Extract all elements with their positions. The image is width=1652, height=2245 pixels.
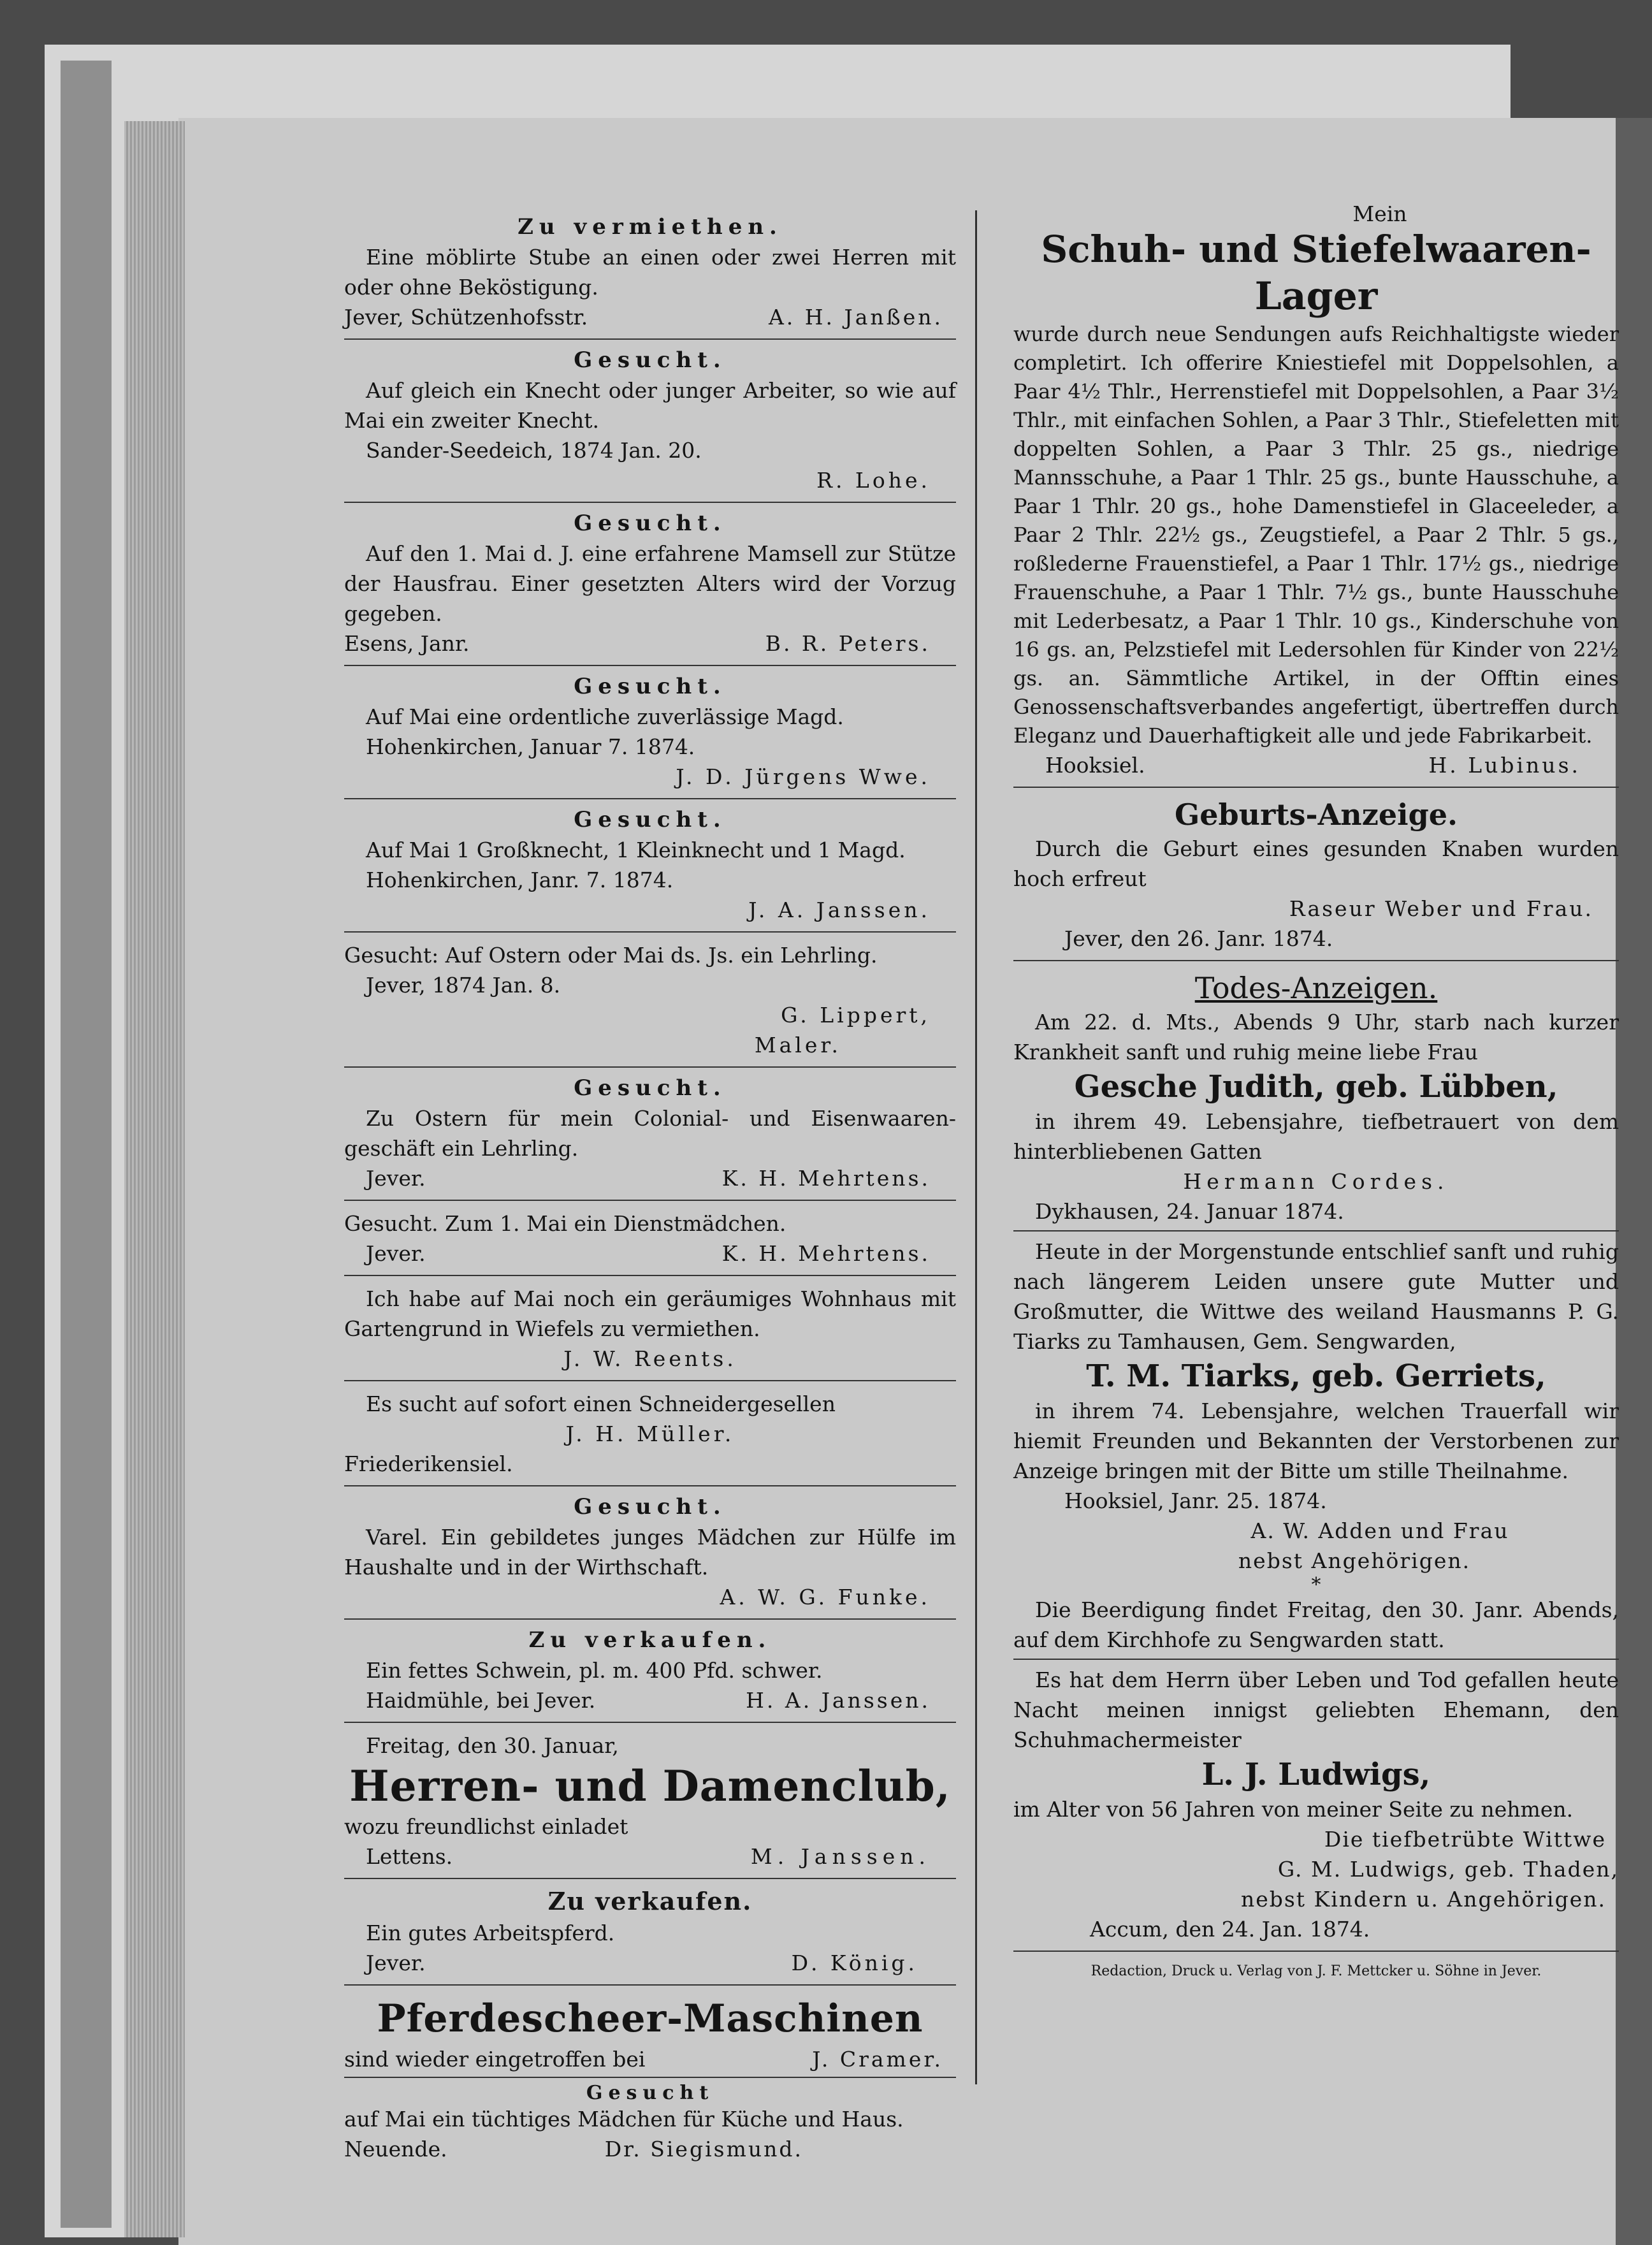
ad-heading: Gesucht: [586, 2082, 714, 2104]
ad-pferdescheer: [344, 1993, 956, 2074]
ad-place: Haidmühle, bei Jever.: [366, 1688, 596, 1713]
ad-text: sind wieder eingetroffen bei: [344, 2047, 646, 2072]
ad-heading: Zu verkaufen.: [528, 1627, 772, 1653]
ad-text: Heute in der Morgenstunde entschlief sanft und ruhig nach längerem Leiden unsere gute Mutter und Großmutter, die Wittwe des weiland Hausmanns P. G. Tiarks zu Tamhausen, Gem. Sengwarden,: [1013, 1239, 1619, 1354]
ad-text: auf Mai ein tüchtiges Mädchen für Küche und Haus.: [344, 2107, 904, 2132]
ad-footer: [344, 302, 956, 332]
binding-strip: [61, 61, 112, 2228]
ad-schuhwaaren: [1013, 203, 1619, 780]
ad-signature: B. R. Peters.: [765, 631, 931, 656]
ad-text: Gesucht: Auf Ostern oder Mai ds. Js. ein Lehrling.: [344, 943, 878, 968]
ad-footer: [344, 1842, 956, 1871]
gutter-edge: [1616, 118, 1652, 2245]
ad-title: Herren- und Damenclub,: [349, 1761, 951, 1811]
ad-footer: [344, 1685, 956, 1715]
ad-place: Lettens.: [366, 1844, 453, 1869]
ad-gesucht-dienstmaedchen: [344, 1209, 956, 1268]
ad-heading: Gesucht.: [574, 674, 727, 699]
ad-place: Hooksiel.: [1045, 753, 1145, 778]
ad-text: Auf Mai 1 Großknecht, 1 Kleinknecht und 1 Magd.: [366, 838, 906, 862]
divider: [344, 502, 956, 503]
ad-place: Jever, 1874 Jan. 8.: [366, 973, 561, 998]
ad-zu-verkaufen-pferd: [344, 1887, 956, 1978]
ad-text: Ich habe auf Mai noch ein geräumiges Wohnhaus mit Gartengrund in Wiefels zu vermiethen.: [344, 1286, 956, 1341]
ad-place: Esens, Janr.: [344, 631, 470, 656]
divider: [344, 1984, 956, 1986]
ad-gesucht-maedchen: [344, 1494, 956, 1612]
divider: [344, 338, 956, 340]
ad-place: Dykhausen, 24. Januar 1874.: [1035, 1199, 1344, 1224]
ad-text: Gesucht. Zum 1. Mai ein Dienstmädchen.: [344, 1211, 786, 1236]
ad-place: Hooksiel, Janr. 25. 1874.: [1064, 1488, 1327, 1513]
ad-place: Jever, Schützenhofsstr.: [344, 305, 588, 330]
ad-gesucht-mamsell: [344, 511, 956, 658]
ad-signature: H. Lubinus.: [1428, 753, 1581, 778]
deceased-name: T. M. Tiarks, geb. Gerriets,: [1086, 1358, 1546, 1394]
divider: [344, 2077, 956, 2078]
ad-signature: nebst Kindern u. Angehörigen.: [1240, 1887, 1606, 1912]
ad-signature: K. H. Mehrtens.: [721, 1241, 931, 1266]
ad-text: im Alter von 56 Jahren von meiner Seite zu nehmen.: [1013, 1797, 1574, 1822]
ad-text: Die Beerdigung findet Freitag, den 30. Janr. Abends, auf dem Kirchhofe zu Sengwarden statt.: [1013, 1597, 1619, 1652]
ad-place: Jever.: [366, 1166, 426, 1191]
divider: [344, 1618, 956, 1620]
ad-text: Ein fettes Schwein, pl. m. 400 Pfd. schwer.: [366, 1658, 823, 1683]
ad-text: Es hat dem Herrn über Leben und Tod gefallen heute Nacht meinen innigst geliebten Ehemann, den Schuhmachermeister: [1013, 1667, 1619, 1752]
ad-title: Geburts-Anzeige.: [1174, 797, 1458, 832]
ad-text: Eine möblirte Stube an einen oder zwei Herren mit oder ohne Beköstigung.: [344, 245, 956, 300]
ad-geburt: [1013, 796, 1619, 954]
ad-title: Schuh- und Stiefelwaaren-: [1041, 228, 1591, 271]
ad-schneidergeselle: [344, 1389, 956, 1479]
ad-pre: Mein: [1352, 201, 1407, 226]
ad-gesucht-lehrling-colonial: [344, 1075, 956, 1193]
ad-place: Sander-Seedeich, 1874 Jan. 20.: [366, 438, 702, 463]
ad-heading: Gesucht.: [574, 511, 727, 536]
ad-place: Accum, den 24. Jan. 1874.: [1090, 1917, 1370, 1942]
divider: [344, 798, 956, 799]
ad-signature: J. H. Müller.: [565, 1421, 735, 1446]
ad-place: Hohenkirchen, Januar 7. 1874.: [366, 734, 695, 759]
ad-heading: Gesucht.: [574, 347, 727, 373]
divider: [344, 1275, 956, 1276]
ad-signature: A. H. Janßen.: [768, 305, 943, 330]
divider: [344, 665, 956, 666]
divider: [344, 1380, 956, 1381]
star-ornament: *: [1311, 1574, 1321, 1596]
ad-gesucht-grossknecht: [344, 807, 956, 925]
ad-text: Auf den 1. Mai d. J. eine erfahrene Mamsell zur Stütze der Hausfrau. Einer gesetzten Alters wird der Vorzug gegeben.: [344, 541, 956, 626]
divider: [1013, 1659, 1619, 1660]
ad-text: Auf Mai eine ordentliche zuverlässige Magd.: [366, 704, 844, 729]
left-column: [344, 210, 956, 2164]
ad-signature: R. Lohe.: [816, 468, 931, 493]
ad-footer: [344, 2044, 956, 2074]
ad-heading: Gesucht.: [574, 807, 727, 832]
divider: [344, 1200, 956, 1201]
divider: [1013, 1951, 1619, 1952]
ad-place: Jever, den 26. Janr. 1874.: [1064, 926, 1333, 951]
ad-date: Freitag, den 30. Januar,: [366, 1733, 619, 1758]
ad-title: Pferdescheer-Maschinen: [377, 1996, 924, 2041]
ad-place: Friederikensiel.: [344, 1451, 513, 1476]
ad-zu-vermiethen: [344, 214, 956, 332]
ad-gesucht-knecht: [344, 347, 956, 495]
column-divider: [975, 210, 977, 2084]
ad-wohnhaus: [344, 1284, 956, 1374]
ad-place: Jever.: [366, 1951, 426, 1975]
ad-signature: G. M. Ludwigs, geb. Thaden,: [1277, 1857, 1619, 1882]
ad-text: Ein gutes Arbeitspferd.: [366, 1921, 615, 1945]
ad-footer: [1013, 750, 1619, 780]
divider: [1013, 960, 1619, 961]
ad-title-2: Lager: [1254, 274, 1378, 319]
ad-signature: J. W. Reents.: [563, 1346, 737, 1371]
ad-signature: A. W. Adden und Frau: [1250, 1518, 1509, 1543]
ad-heading: Gesucht.: [574, 1494, 727, 1520]
ad-text: Varel. Ein gebildetes junges Mädchen zur Hülfe im Haushalte und in der Wirthschaft.: [344, 1525, 956, 1580]
divider: [344, 1878, 956, 1879]
ad-title: Todes-Anzeigen.: [1194, 971, 1438, 1005]
ad-footer: [344, 628, 956, 658]
divider: [344, 931, 956, 933]
imprint: Redaction, Druck u. Verlag von J. F. Mettcker u. Söhne in Jever.: [1090, 1963, 1542, 1979]
ad-text: Es sucht auf sofort einen Schneidergesellen: [366, 1391, 836, 1416]
ad-signature-2: nebst Angehörigen.: [1238, 1548, 1471, 1573]
ad-text: Zu Ostern für mein Colonial- und Eisenwaaren-geschäft ein Lehrling.: [344, 1106, 956, 1161]
ad-footer: [344, 1163, 956, 1193]
ad-heading: Zu vermiethen.: [518, 214, 783, 240]
ad-text: in ihrem 49. Lebensjahre, tiefbetrauert von dem hinterbliebenen Gatten: [1013, 1109, 1619, 1164]
ad-signature: Dr. Siegismund.: [604, 2137, 803, 2161]
ad-text: in ihrem 74. Lebensjahre, welchen Trauerfall wir hiemit Freunden und Bekannten der Verstorbenen zur Anzeige bringen mit der Bitte um stille Theilnahme.: [1013, 1399, 1619, 1483]
ad-signature: G. Lippert,: [781, 1003, 931, 1028]
ad-gesucht-magd: [344, 674, 956, 792]
ad-place: Hohenkirchen, Janr. 7. 1874.: [366, 868, 674, 892]
divider: [344, 1485, 956, 1486]
ad-signature: Raseur Weber und Frau.: [1289, 896, 1593, 921]
ad-text: Auf gleich ein Knecht oder junger Arbeiter, so wie auf Mai ein zweiter Knecht.: [344, 378, 956, 433]
ad-signature: D. König.: [791, 1951, 918, 1975]
ad-text: wurde durch neue Sendungen aufs Reichhaltigste wieder completirt. Ich offerire Kniestiefel mit Doppelsohlen, a Paar 4½ Thlr., Herrenstiefel mit Doppelsohlen, a Paar 3½ Thlr., mit einfachen Sohlen, a Paar 3 Thlr., Stiefeletten mit doppelten Sohlen, a Paar 3 Thlr. 25 gs., niedrige Mannsschuhe, a Paar 1 Thlr. 25 gs., bunte Hausschuhe, a Paar 1 Thlr. 20 gs., hohe Damenstiefel in Glaceeleder, a Paar 2 Thlr. 22½ gs., Zeugstiefel, a Paar 2 Thlr. 5 gs., roßlederne Frauenstiefel, a Paar 1 Thlr. 17½ gs., niedrige Frauenschuhe, a Paar 1 Thlr. 7½ gs., bunte Hausschuhe mit Lederbesatz, a Paar 1 Thlr. 10 gs., Kinderschuhe von 16 gs. an, Pelzstiefel mit Ledersohlen für Kinder von 22½ gs. an. Sämmtliche Artikel, in der Offtin eines Genossenschaftsverbandes angefertigt, übertreffen durch Eleganz und Dauerhaftigkeit alle und jede Fabrikarbeit.: [1013, 322, 1619, 748]
page-stack-edge: [124, 121, 185, 2237]
ad-signature: J. A. Janssen.: [748, 897, 931, 922]
ad-signature: Die tiefbetrübte Wittwe: [1324, 1827, 1606, 1852]
ad-gesucht-lehrling-maler: [344, 940, 956, 1060]
ad-text: wozu freundlichst einladet: [344, 1814, 628, 1839]
divider: [1013, 787, 1619, 788]
ad-zu-verkaufen-schwein: [344, 1627, 956, 1715]
ad-gesucht-kueche: [344, 2082, 956, 2164]
ad-signature: J. D. Jürgens Wwe.: [676, 764, 931, 789]
ad-footer: [344, 1239, 956, 1268]
ad-heading: Gesucht.: [574, 1075, 727, 1101]
right-column: [1013, 203, 1619, 1981]
ad-signature: H. A. Janssen.: [746, 1688, 931, 1713]
divider: [344, 1722, 956, 1723]
ad-signature-title: Maler.: [754, 1033, 841, 1057]
ad-footer: [344, 2134, 956, 2164]
ad-text: Am 22. d. Mts., Abends 9 Uhr, starb nach kurzer Krankheit sanft und ruhig meine liebe Frau: [1013, 1010, 1619, 1064]
ad-signature: J. Cramer.: [812, 2047, 943, 2072]
ad-text: Durch die Geburt eines gesunden Knaben wurden hoch erfreut: [1013, 836, 1619, 891]
ad-damenclub: [344, 1731, 956, 1871]
divider: [1013, 1230, 1619, 1231]
ad-footer: [344, 1948, 956, 1978]
ad-signature: Hermann Cordes.: [1183, 1169, 1449, 1194]
ad-place: Jever.: [366, 1241, 426, 1266]
ad-signature: K. H. Mehrtens.: [721, 1166, 931, 1191]
ad-signature: M. Janssen.: [750, 1844, 931, 1869]
ad-place: Neuende.: [344, 2137, 447, 2161]
ad-heading: Zu verkaufen.: [547, 1887, 753, 1915]
deceased-name: Gesche Judith, geb. Lübben,: [1074, 1069, 1558, 1105]
ad-todes-anzeigen: [1013, 969, 1619, 1944]
ad-signature: A. W. G. Funke.: [720, 1585, 931, 1609]
divider: [344, 1066, 956, 1068]
deceased-name: L. J. Ludwigs,: [1201, 1757, 1431, 1792]
